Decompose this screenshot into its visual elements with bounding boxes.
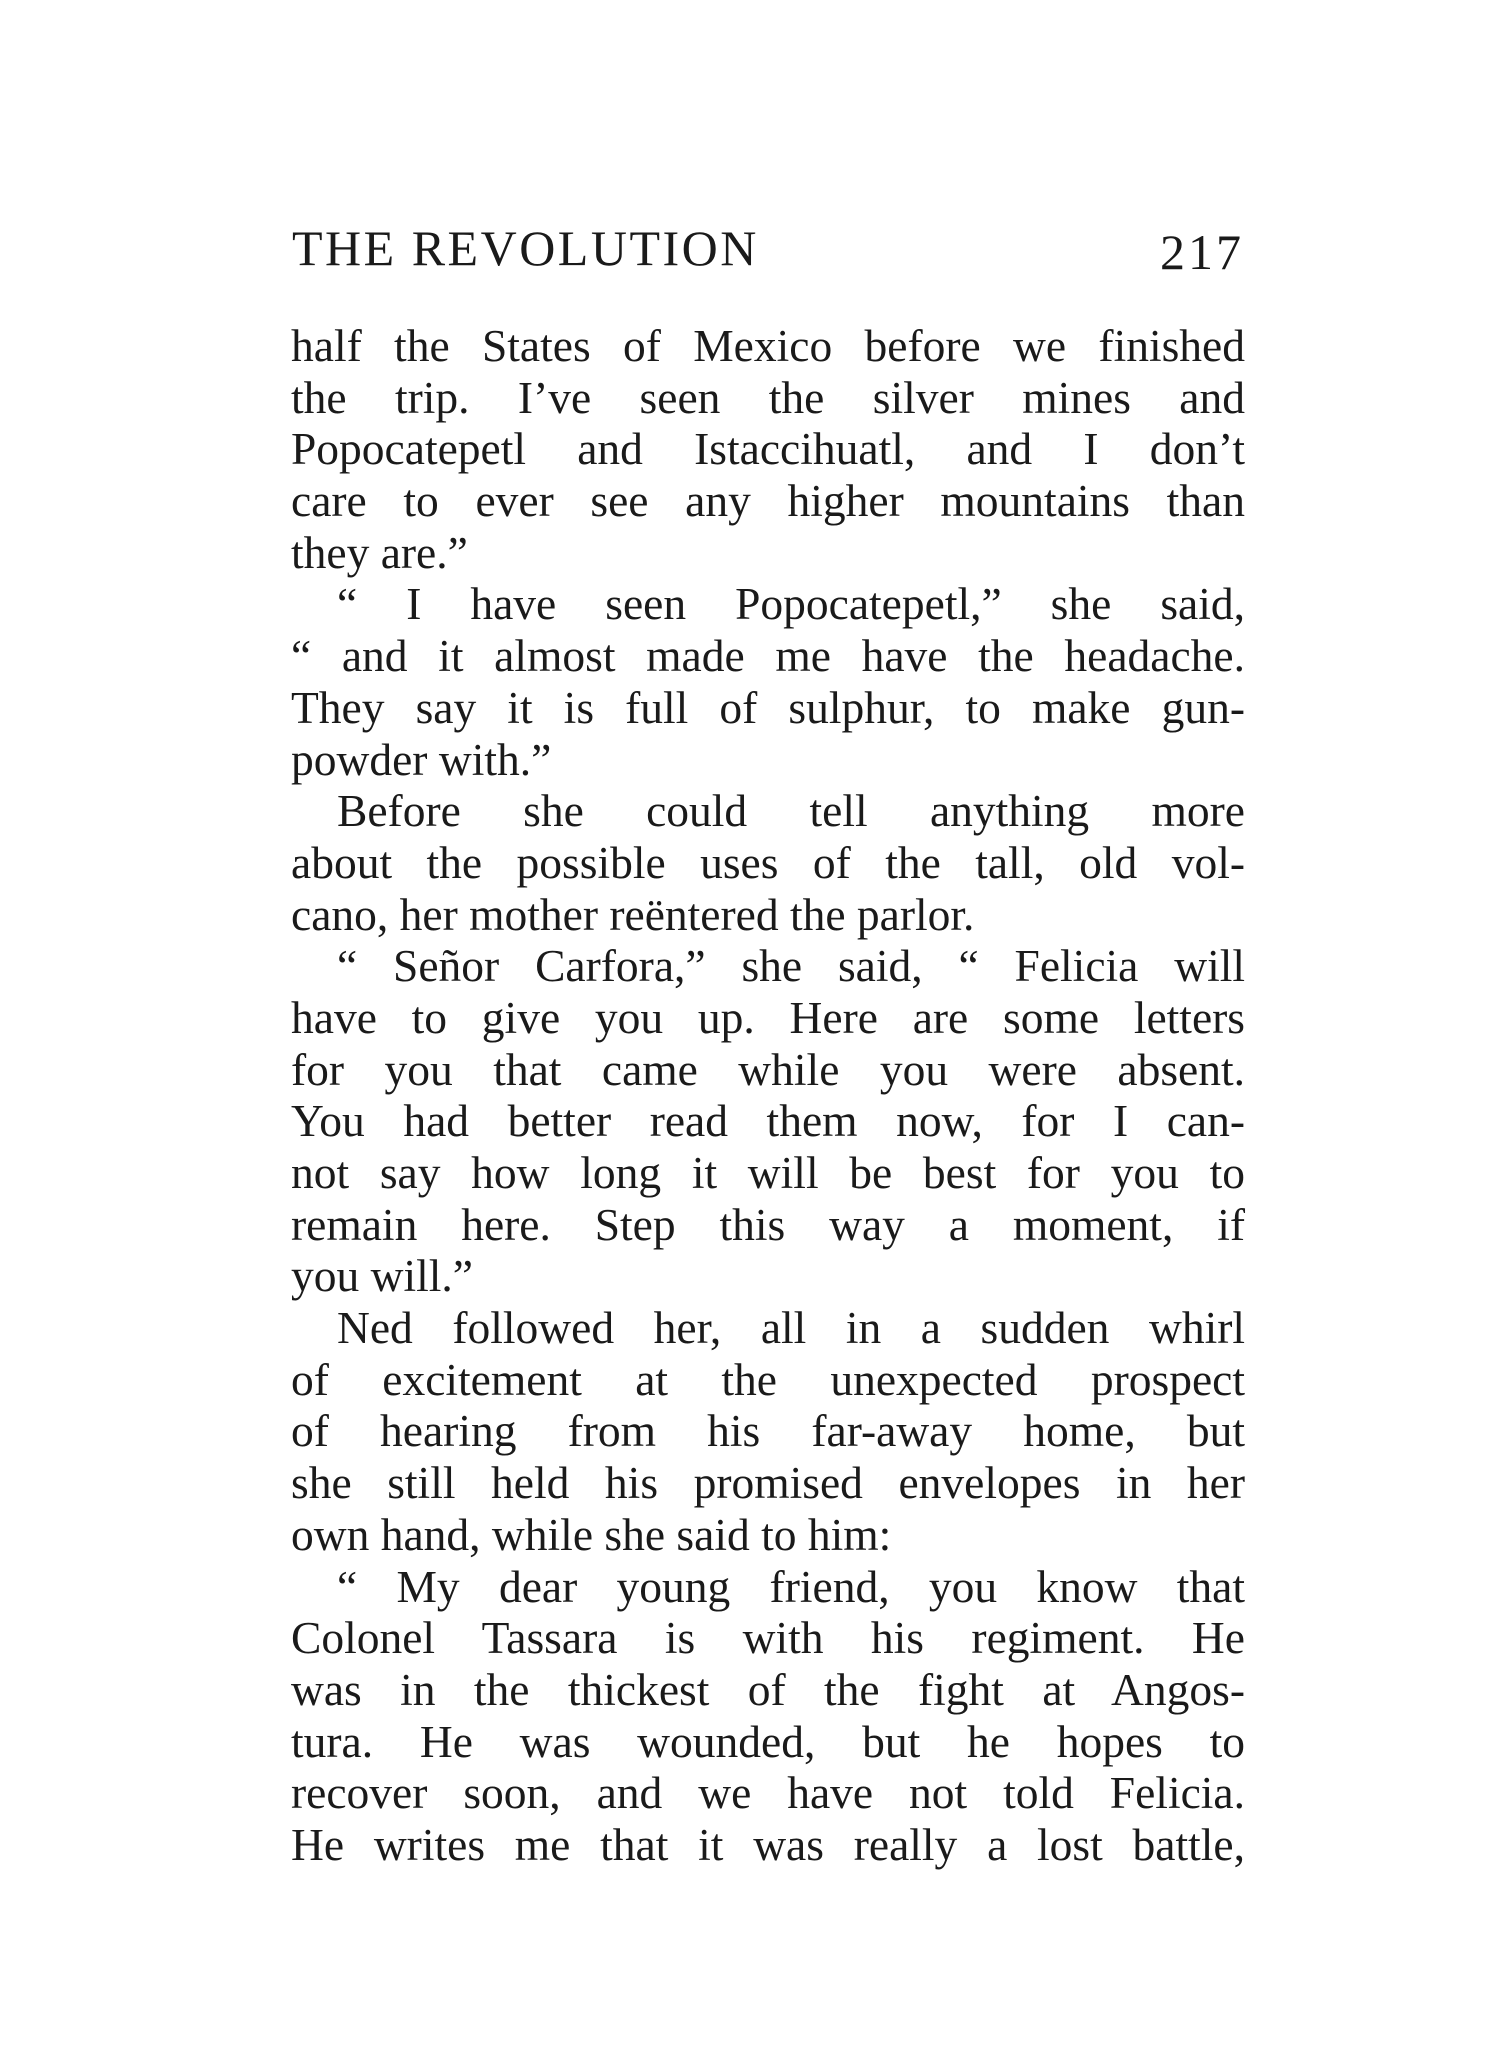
text-line: tura. He was wounded, but he hopes to [291,1715,1245,1767]
text-line: Before she could tell anything more [337,785,1245,837]
text-line: Colonel Tassara is with his regiment. He [291,1612,1245,1664]
text-line: “ and it almost made me have the headache. [291,630,1245,682]
running-head [292,218,1244,278]
text-line: the trip. I’ve seen the silver mines and [291,371,1245,423]
text-line: Popocatepetl and Istaccihuatl, and I don’t [291,423,1245,475]
text-line: of hearing from his far-away home, but [291,1405,1245,1457]
text-line: half the States of Mexico before we finished [291,320,1245,371]
chapter-title: THE REVOLUTION [292,220,759,276]
text-line: they are.” [291,526,468,578]
text-line: for you that came while you were absent. [291,1043,1245,1095]
text-line: recover soon, and we have not told Felicia. [291,1767,1245,1819]
text-line: care to ever see any higher mountains than [291,475,1245,527]
text-line: you will.” [291,1250,473,1302]
text-line: “ My dear young friend, you know that [337,1560,1245,1612]
text-line: she still held his promised envelopes in her [291,1457,1245,1509]
text-line: was in the thickest of the fight at Angos- [291,1663,1245,1715]
text-line: cano, her mother reëntered the parlor. [291,888,975,940]
text-line: He writes me that it was really a lost battle, [291,1818,1245,1870]
text-line: They say it is full of sulphur, to make gun- [291,681,1245,733]
text-line: about the possible uses of the tall, old vol- [291,836,1245,888]
text-line: of excitement at the unexpected prospect [291,1353,1245,1405]
text-line: powder with.” [291,733,552,785]
text-line: You had better read them now, for I can- [291,1095,1245,1147]
text-line: not say how long it will be best for you to [291,1147,1245,1198]
page-number: 217 [1160,224,1244,280]
text-line: “ I have seen Popocatepetl,” she said, [337,578,1245,630]
text-line: remain here. Step this way a moment, if [291,1198,1245,1250]
text-line: have to give you up. Here are some letters [291,991,1245,1043]
text-line: Ned followed her, all in a sudden whirl [337,1302,1245,1354]
text-line: own hand, while she said to him: [291,1508,892,1560]
text-line: “ Señor Carfora,” she said, “ Felicia will [337,940,1245,992]
body-text [291,320,1245,1871]
